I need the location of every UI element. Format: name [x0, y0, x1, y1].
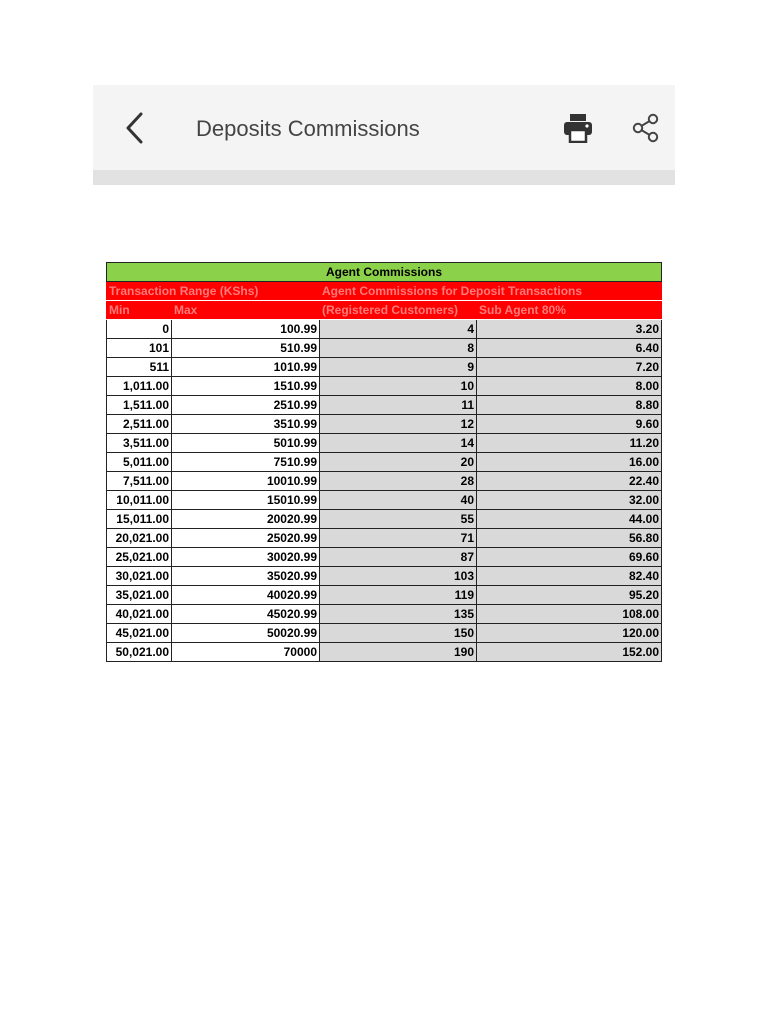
max-cell: 20020.99 [172, 510, 320, 529]
commission-cell: 20 [320, 453, 477, 472]
page-title: Deposits Commissions [196, 116, 420, 141]
table-row [107, 567, 662, 586]
sub-agent-cell: 6.40 [477, 339, 662, 358]
max-cell: 100.99 [172, 320, 320, 339]
commission-cell: 10 [320, 377, 477, 396]
table-row [107, 491, 662, 510]
share-button[interactable] [628, 110, 664, 146]
min-cell: 20,021.00 [107, 529, 172, 548]
table-row [107, 605, 662, 624]
sub-agent-cell: 16.00 [477, 453, 662, 472]
sub-agent-cell: 120.00 [477, 624, 662, 643]
sub-agent-cell: 3.20 [477, 320, 662, 339]
share-icon [631, 113, 661, 143]
group-header-agent-commissions: Agent Commissions for Deposit Transactions [320, 282, 662, 301]
commission-cell: 55 [320, 510, 477, 529]
max-cell: 40020.99 [172, 586, 320, 605]
sub-agent-cell: 56.80 [477, 529, 662, 548]
sub-agent-cell: 8.00 [477, 377, 662, 396]
min-cell: 30,021.00 [107, 567, 172, 586]
min-cell: 25,021.00 [107, 548, 172, 567]
max-cell: 10010.99 [172, 472, 320, 491]
commission-cell: 9 [320, 358, 477, 377]
max-cell: 5010.99 [172, 434, 320, 453]
column-header-registered-customers: (Registered Customers) [320, 301, 477, 320]
commission-cell: 8 [320, 339, 477, 358]
commission-cell: 14 [320, 434, 477, 453]
sub-agent-cell: 11.20 [477, 434, 662, 453]
sub-agent-cell: 7.20 [477, 358, 662, 377]
max-cell: 70000 [172, 643, 320, 662]
sub-agent-cell: 32.00 [477, 491, 662, 510]
commission-cell: 11 [320, 396, 477, 415]
commission-cell: 40 [320, 491, 477, 510]
min-cell: 0 [107, 320, 172, 339]
min-cell: 35,021.00 [107, 586, 172, 605]
sub-agent-cell: 9.60 [477, 415, 662, 434]
min-cell: 40,021.00 [107, 605, 172, 624]
min-cell: 1,011.00 [107, 377, 172, 396]
group-header-transaction-range: Transaction Range (KShs) [107, 282, 320, 301]
table-row [107, 624, 662, 643]
max-cell: 45020.99 [172, 605, 320, 624]
sub-agent-cell: 69.60 [477, 548, 662, 567]
sub-agent-cell: 108.00 [477, 605, 662, 624]
max-cell: 35020.99 [172, 567, 320, 586]
max-cell: 7510.99 [172, 453, 320, 472]
table-title-row [107, 263, 662, 282]
table-row [107, 529, 662, 548]
table-row [107, 472, 662, 491]
table-row [107, 358, 662, 377]
table-row [107, 434, 662, 453]
back-button[interactable] [116, 106, 152, 150]
column-header-row [107, 301, 662, 320]
min-cell: 45,021.00 [107, 624, 172, 643]
commission-cell: 103 [320, 567, 477, 586]
chevron-left-icon [123, 111, 145, 145]
min-cell: 511 [107, 358, 172, 377]
column-header-max: Max [172, 301, 320, 320]
min-cell: 10,011.00 [107, 491, 172, 510]
max-cell: 25020.99 [172, 529, 320, 548]
sub-agent-cell: 152.00 [477, 643, 662, 662]
table-title: Agent Commissions [107, 263, 662, 282]
group-header-row [107, 282, 662, 301]
commission-cell: 135 [320, 605, 477, 624]
app-bar-shadow [93, 170, 675, 185]
commission-cell: 190 [320, 643, 477, 662]
sub-agent-cell: 82.40 [477, 567, 662, 586]
table-row [107, 396, 662, 415]
commission-cell: 87 [320, 548, 477, 567]
min-cell: 15,011.00 [107, 510, 172, 529]
min-cell: 5,011.00 [107, 453, 172, 472]
table-row [107, 643, 662, 662]
sub-agent-cell: 95.20 [477, 586, 662, 605]
table-row [107, 377, 662, 396]
max-cell: 3510.99 [172, 415, 320, 434]
min-cell: 1,511.00 [107, 396, 172, 415]
max-cell: 1510.99 [172, 377, 320, 396]
max-cell: 15010.99 [172, 491, 320, 510]
printer-icon [562, 113, 594, 143]
commission-table [106, 262, 662, 662]
sub-agent-cell: 8.80 [477, 396, 662, 415]
table-row [107, 320, 662, 339]
commission-cell: 71 [320, 529, 477, 548]
commission-cell: 119 [320, 586, 477, 605]
sub-agent-cell: 44.00 [477, 510, 662, 529]
max-cell: 50020.99 [172, 624, 320, 643]
table-row [107, 415, 662, 434]
max-cell: 510.99 [172, 339, 320, 358]
table-row [107, 453, 662, 472]
commission-cell: 150 [320, 624, 477, 643]
column-header-sub-agent: Sub Agent 80% [477, 301, 662, 320]
max-cell: 2510.99 [172, 396, 320, 415]
table-row [107, 339, 662, 358]
table-row [107, 510, 662, 529]
max-cell: 30020.99 [172, 548, 320, 567]
sub-agent-cell: 22.40 [477, 472, 662, 491]
max-cell: 1010.99 [172, 358, 320, 377]
column-header-min: Min [107, 301, 172, 320]
print-button[interactable] [560, 110, 596, 146]
table-row [107, 586, 662, 605]
min-cell: 50,021.00 [107, 643, 172, 662]
min-cell: 7,511.00 [107, 472, 172, 491]
table-row [107, 548, 662, 567]
min-cell: 101 [107, 339, 172, 358]
commission-cell: 4 [320, 320, 477, 339]
min-cell: 3,511.00 [107, 434, 172, 453]
min-cell: 2,511.00 [107, 415, 172, 434]
commission-cell: 12 [320, 415, 477, 434]
commission-cell: 28 [320, 472, 477, 491]
